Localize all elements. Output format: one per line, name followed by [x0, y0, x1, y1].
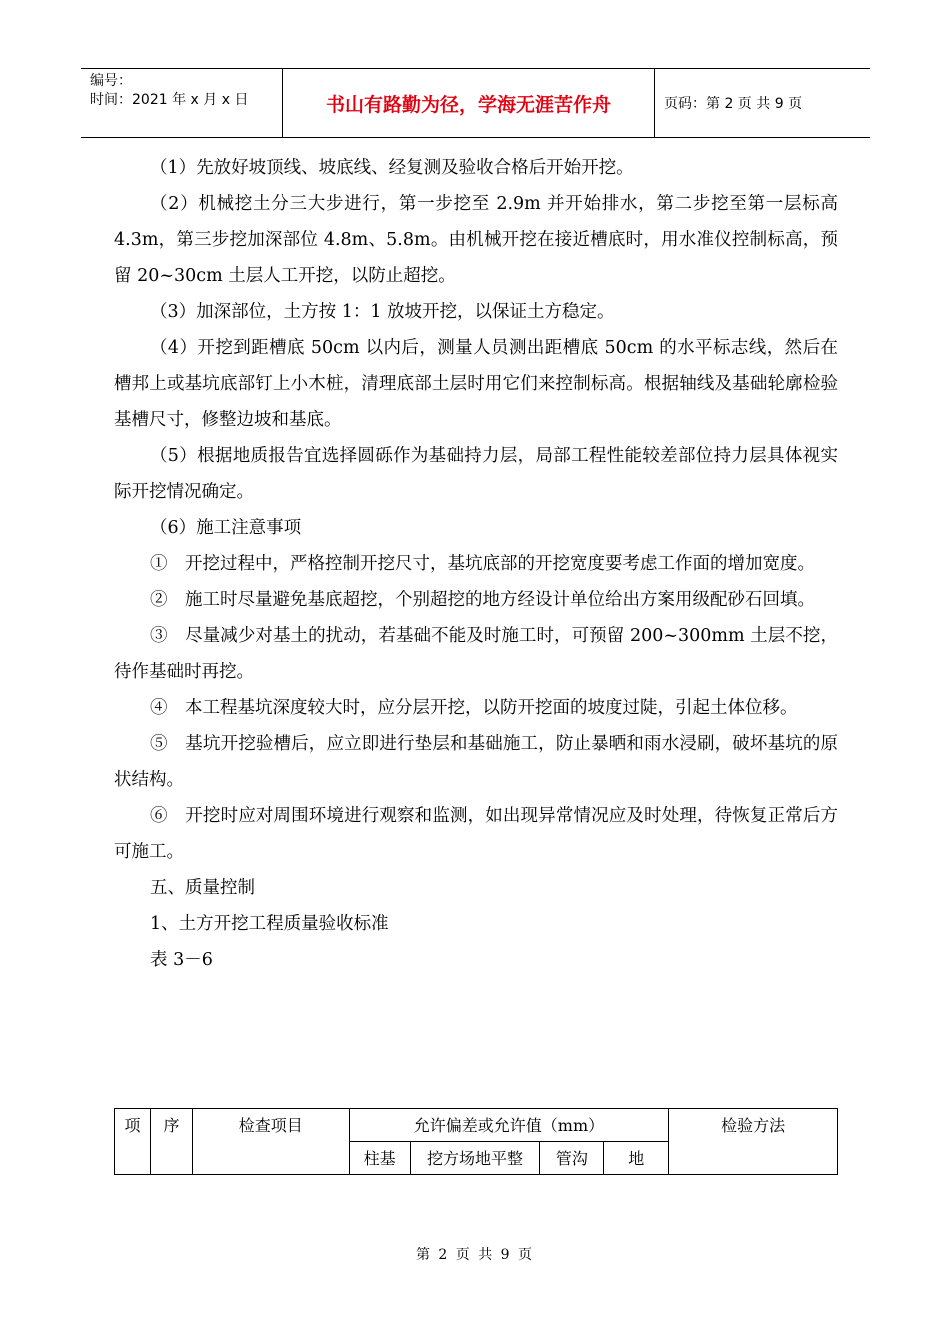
- table-header-cell: 允许偏差或允许值（mm）: [349, 1109, 669, 1142]
- quality-standard-table: [114, 1108, 838, 1175]
- document-body: [114, 150, 838, 978]
- header-meta: [81, 69, 283, 137]
- paragraph: （2）机械挖土分三大步进行，第一步挖至 2.9m 并开始排水，第二步挖至第一层标高 4.3m，第三步挖加深部位 4.8m、5.8m。由机械开挖在接近槽底时，用水准仪控制标高，预留 20~30cm 土层人工开挖，以防止超挖。: [114, 194, 838, 286]
- table-subheader-cell: 管沟: [540, 1142, 604, 1175]
- paragraph: （5）根据地质报告宜选择圆砾作为基础持力层，局部工程性能较差部位持力层具体视实际开挖情况确定。: [114, 446, 838, 502]
- header-motto: 书山有路勤为径，学海无涯苦作舟: [283, 69, 655, 137]
- paragraph: （4）开挖到距槽底 50cm 以内后，测量人员测出距槽底 50cm 的水平标志线，然后在槽邦上或基坑底部钉上小木桩，清理底部土层时用它们来控制标高。根据轴线及基础轮廓检验基槽尺寸，修整边坡和基底。: [114, 338, 838, 430]
- paragraph: （6）施工注意事项: [150, 518, 302, 538]
- table-caption: 表 3－6: [150, 950, 213, 970]
- page-footer: 第 2 页 共 9 页: [415, 1247, 535, 1263]
- table-subheader-cell: 地: [604, 1142, 669, 1175]
- table-header-cell: 项: [115, 1109, 151, 1175]
- list-item: ③ 尽量减少对基土的扰动，若基础不能及时施工时，可预留 200~300mm 土层不挖，待作基础时再挖。: [114, 626, 838, 682]
- paragraph: （3）加深部位，土方按 1：1 放坡开挖，以保证土方稳定。: [150, 302, 615, 322]
- subsection-heading: 1、土方开挖工程质量验收标准: [150, 914, 389, 934]
- list-item: ④ 本工程基坑深度较大时，应分层开挖，以防开挖面的坡度过陡，引起土体位移。: [150, 698, 798, 718]
- list-item: ① 开挖过程中，严格控制开挖尺寸，基坑底部的开挖宽度要考虑工作面的增加宽度。: [150, 554, 815, 574]
- document-number-label: 编号：: [90, 73, 132, 89]
- table-header-cell: 检查项目: [192, 1109, 349, 1175]
- list-item: ⑤ 基坑开挖验槽后，应立即进行垫层和基础施工，防止暴晒和雨水浸刷，破坏基坑的原状结构。: [114, 734, 838, 790]
- table-subheader-cell: 柱基: [349, 1142, 410, 1175]
- table-header-row: [115, 1109, 838, 1142]
- table-header-cell: 序: [150, 1109, 192, 1175]
- list-item: ② 施工时尽量避免基底超挖，个别超挖的地方经设计单位给出方案用级配砂石回填。: [150, 590, 815, 610]
- table-header-cell: 检验方法: [669, 1109, 838, 1175]
- list-item: ⑥ 开挖时应对周围环境进行观察和监测，如出现异常情况应及时处理，待恢复正常后方可施工。: [114, 806, 838, 862]
- page-header: [81, 68, 870, 138]
- header-page-info: 页码：第 2 页 共 9 页: [664, 96, 803, 112]
- table-subheader-cell: 挖方场地平整: [410, 1142, 540, 1175]
- document-time-label: 时间：2021 年 x 月 x 日: [90, 92, 249, 108]
- paragraph: （1）先放好坡顶线、坡底线、经复测及验收合格后开始开挖。: [150, 158, 634, 178]
- section-heading: 五、质量控制: [150, 878, 255, 898]
